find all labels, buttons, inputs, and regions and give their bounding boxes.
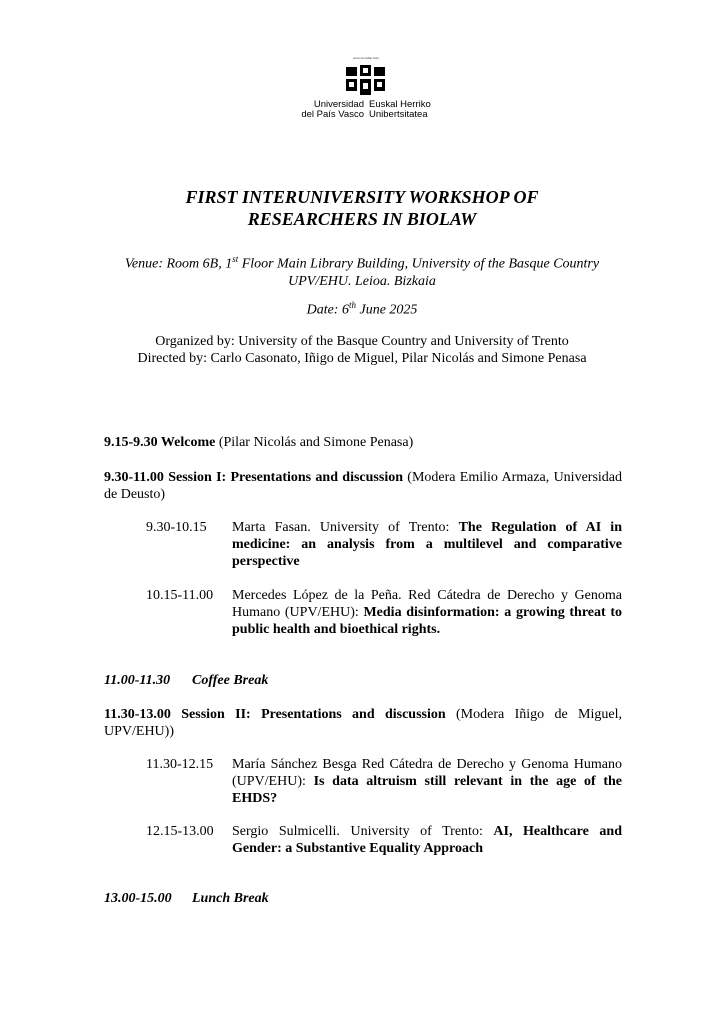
talk-time: 10.15-11.00 xyxy=(146,588,214,603)
event-date: Date: 6th June 2025 xyxy=(306,300,418,318)
university-emblem-icon xyxy=(344,65,388,97)
session-1-heading: 9.30-11.00 Session I: Presentations and discussion (Modera Emilio Armaza, Universidad de Deusto) xyxy=(104,470,622,502)
talk-description: María Sánchez Besga Red Cátedra de Derecho y Genoma Humano (UPV/EHU): Is data altruism still relevant in the age of the EHDS? xyxy=(232,757,623,806)
venue xyxy=(0,251,724,290)
directed-by: Directed by: Carlo Casonato, Iñigo de Miguel, Pilar Nicolás and Simone Penasa xyxy=(137,351,587,366)
workshop-title xyxy=(0,186,724,230)
lunch-break: 13.00-15.00 Lunch Break xyxy=(104,891,269,906)
organized-by: Organized by: University of the Basque Country and University of Trento xyxy=(155,334,569,349)
title-line-1: FIRST INTERUNIVERSITY WORKSHOP OF xyxy=(185,187,539,207)
talk-item xyxy=(146,519,622,570)
talk-time: 9.30-10.15 xyxy=(146,520,207,535)
talk-item xyxy=(146,756,622,807)
venue-line-1: Venue: Room 6B, 1st Floor Main Library Building, University of the Basque Country xyxy=(124,254,600,272)
logo-text-spanish: Universidad del País Vasco xyxy=(301,99,364,120)
talk-time: 12.15-13.00 xyxy=(146,824,214,839)
talk-description: Marta Fasan. University of Trento: The Regulation of AI in medicine: an analysis from a multilevel and comparative perspective xyxy=(232,520,622,569)
talk-item xyxy=(146,823,622,857)
logo-motto: eman ta zabal zazu xyxy=(352,56,379,60)
talk-item xyxy=(146,587,622,638)
university-logo xyxy=(296,56,436,124)
talk-time: 11.30-12.15 xyxy=(146,757,214,772)
coffee-break: 11.00-11.30 Coffee Break xyxy=(104,673,269,688)
agenda-welcome: 9.15-9.30 Welcome (Pilar Nicolás and Simone Penasa) xyxy=(104,435,414,450)
talk-description: Sergio Sulmicelli. University of Trento: AI, Healthcare and Gender: a Substantive Equality Approach xyxy=(232,824,622,856)
venue-line-2: UPV/EHU. Leioa. Bizkaia xyxy=(288,273,436,289)
session-2-heading: 11.30-13.00 Session II: Presentations and discussion (Modera Iñigo de Miguel, UPV/EHU)) xyxy=(104,707,622,739)
organizers xyxy=(0,333,724,367)
talk-description: Mercedes López de la Peña. Red Cátedra de Derecho y Genoma Humano (UPV/EHU): Media disinformation: a growing threat to public health and bioethical rights. xyxy=(232,588,622,637)
logo-text-basque: Euskal Herriko Unibertsitatea xyxy=(369,99,431,120)
title-line-2: RESEARCHERS IN BIOLAW xyxy=(247,209,477,229)
